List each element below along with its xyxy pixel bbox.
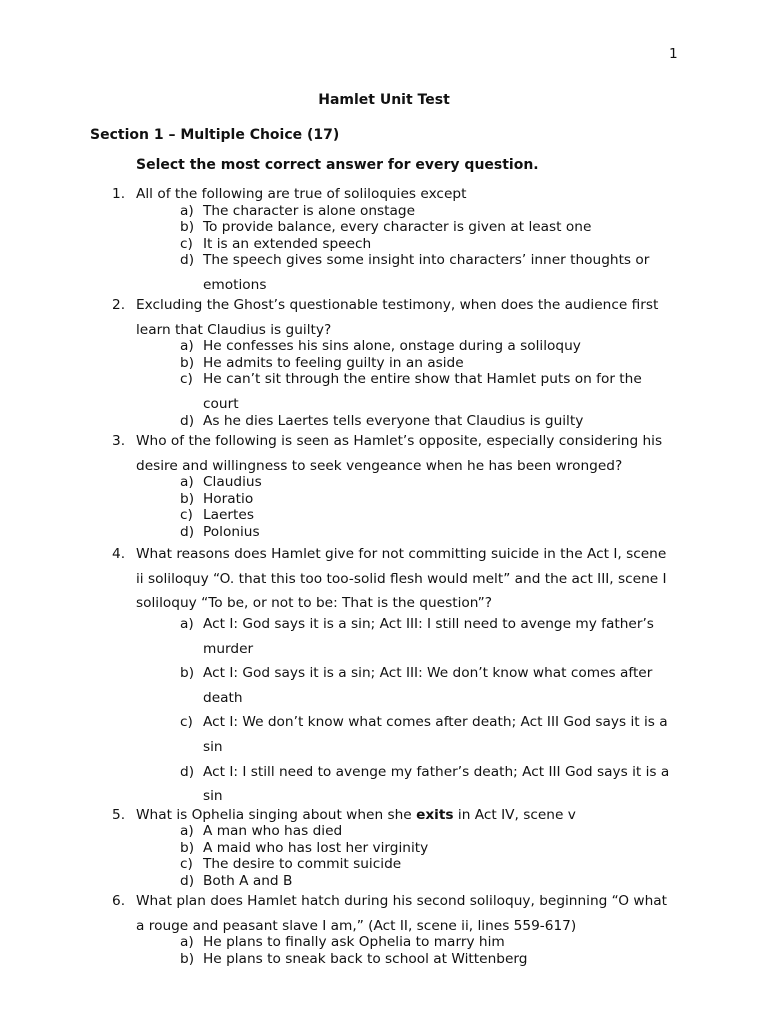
- option-item: [0, 840, 673, 857]
- question-number: 6.: [112, 893, 126, 910]
- question-4: [0, 542, 676, 616]
- option-text: A maid who has lost her virginity: [203, 839, 429, 856]
- option-letter: c): [180, 371, 193, 388]
- option-item: [0, 367, 673, 416]
- document-title: Hamlet Unit Test: [318, 92, 450, 108]
- option-letter: b): [180, 839, 195, 856]
- question-6: [0, 889, 676, 938]
- question-number: 5.: [112, 806, 126, 823]
- option-text: Act I: God says it is a sin; Act III: We don’t know what comes after death: [203, 665, 653, 706]
- option-list: [0, 612, 768, 809]
- option-text: Act I: We don’t know what comes after death; Act III God says it is a sin: [203, 714, 668, 755]
- page-number: 1: [669, 46, 678, 62]
- question-3: [0, 429, 676, 478]
- option-letter: a): [180, 823, 194, 840]
- option-text: The desire to commit suicide: [203, 856, 402, 873]
- option-letter: b): [180, 354, 195, 371]
- section-heading: Section 1 – Multiple Choice (17): [90, 127, 340, 143]
- option-text: Claudius: [203, 474, 262, 491]
- question-number: 4.: [112, 546, 126, 563]
- option-text: He admits to feeling guilty in an aside: [203, 354, 464, 371]
- question-number: 2.: [112, 297, 126, 314]
- option-text: A man who has died: [203, 823, 343, 840]
- option-letter: b): [180, 950, 195, 967]
- question-text-before: What is Ophelia singing about when she: [136, 806, 417, 823]
- option-item: [0, 203, 673, 220]
- option-text: To provide balance, every character is given at least one: [203, 219, 592, 235]
- option-item: [0, 248, 673, 297]
- question-number: 1.: [112, 186, 126, 202]
- option-list: [0, 203, 768, 298]
- option-item: [0, 710, 673, 759]
- option-letter: d): [180, 252, 195, 268]
- option-text: It is an extended speech: [203, 235, 372, 252]
- option-letter: c): [180, 856, 193, 873]
- option-letter: a): [180, 616, 194, 633]
- option-letter: c): [180, 714, 193, 731]
- question-number: 3.: [112, 433, 126, 450]
- question-2: [0, 293, 676, 342]
- option-letter: d): [180, 523, 195, 540]
- question-text: Who of the following is seen as Hamlet’s opposite, especially considering his desire and willingness to seek vengeance when he has been wronged?: [136, 433, 663, 474]
- option-text: He plans to finally ask Ophelia to marry him: [203, 934, 505, 951]
- question-text: Excluding the Ghost’s questionable testimony, when does the audience first learn that Claudius is guilty?: [136, 297, 659, 338]
- option-letter: b): [180, 665, 195, 682]
- option-text: Horatio: [203, 490, 254, 507]
- option-letter: b): [180, 490, 195, 507]
- option-letter: a): [180, 338, 194, 355]
- option-list: [0, 823, 768, 889]
- option-letter: c): [180, 507, 193, 524]
- question-text-after: in Act IV, scene v: [453, 806, 576, 823]
- option-text: Polonius: [203, 523, 260, 540]
- option-list: [0, 474, 768, 540]
- option-item: [0, 612, 673, 661]
- option-item: [0, 951, 673, 968]
- option-item: [0, 219, 673, 236]
- question-text: What reasons does Hamlet give for not committing suicide in the Act I, scene ii soliloquy “O. that this too too-solid flesh would melt” and the act III, scene I soliloquy “To be, or not to be: That is the question”?: [136, 546, 667, 612]
- option-item: [0, 661, 673, 710]
- option-text: Act I: I still need to avenge my father’s death; Act III God says it is a sin: [203, 763, 670, 805]
- option-item: [0, 507, 673, 524]
- option-list: [0, 338, 768, 429]
- question-text: What plan does Hamlet hatch during his second soliloquy, beginning “O what a rouge and peasant slave I am,” (Act II, scene ii, lines 559-617): [136, 893, 668, 934]
- option-item: [0, 823, 673, 840]
- option-text: Act I: God says it is a sin; Act III: I still need to avenge my father’s murder: [203, 616, 654, 657]
- option-item: [0, 934, 673, 951]
- option-text: He plans to sneak back to school at Wittenberg: [203, 950, 528, 967]
- option-item: [0, 413, 673, 430]
- option-letter: d): [180, 412, 195, 429]
- option-letter: d): [180, 763, 195, 780]
- option-letter: b): [180, 219, 195, 235]
- option-list: [0, 934, 768, 967]
- option-item: [0, 524, 673, 541]
- option-text: The character is alone onstage: [203, 202, 416, 219]
- option-text: The speech gives some insight into characters’ inner thoughts or emotions: [203, 252, 650, 293]
- question-1: [0, 186, 676, 203]
- option-text: Laertes: [203, 507, 254, 524]
- option-letter: c): [180, 235, 193, 252]
- option-letter: a): [180, 474, 194, 491]
- option-item: [0, 338, 673, 355]
- option-text: He confesses his sins alone, onstage during a soliloquy: [203, 338, 581, 355]
- question-text-bold: exits: [416, 806, 454, 823]
- option-text: As he dies Laertes tells everyone that Claudius is guilty: [203, 412, 584, 429]
- question-list: [0, 186, 768, 967]
- option-text: He can’t sit through the entire show that Hamlet puts on for the court: [203, 371, 642, 412]
- option-item: [0, 856, 673, 873]
- question-text: All of the following are true of soliloquies except: [136, 186, 467, 202]
- instruction-text: Select the most correct answer for every question.: [136, 157, 539, 173]
- option-letter: d): [180, 872, 195, 889]
- option-item: [0, 491, 673, 508]
- option-item: [0, 873, 673, 890]
- option-text: Both A and B: [203, 872, 293, 889]
- option-item: [0, 760, 673, 809]
- option-letter: a): [180, 202, 194, 219]
- question-5: [0, 807, 676, 824]
- option-letter: a): [180, 934, 194, 951]
- option-item: [0, 474, 673, 491]
